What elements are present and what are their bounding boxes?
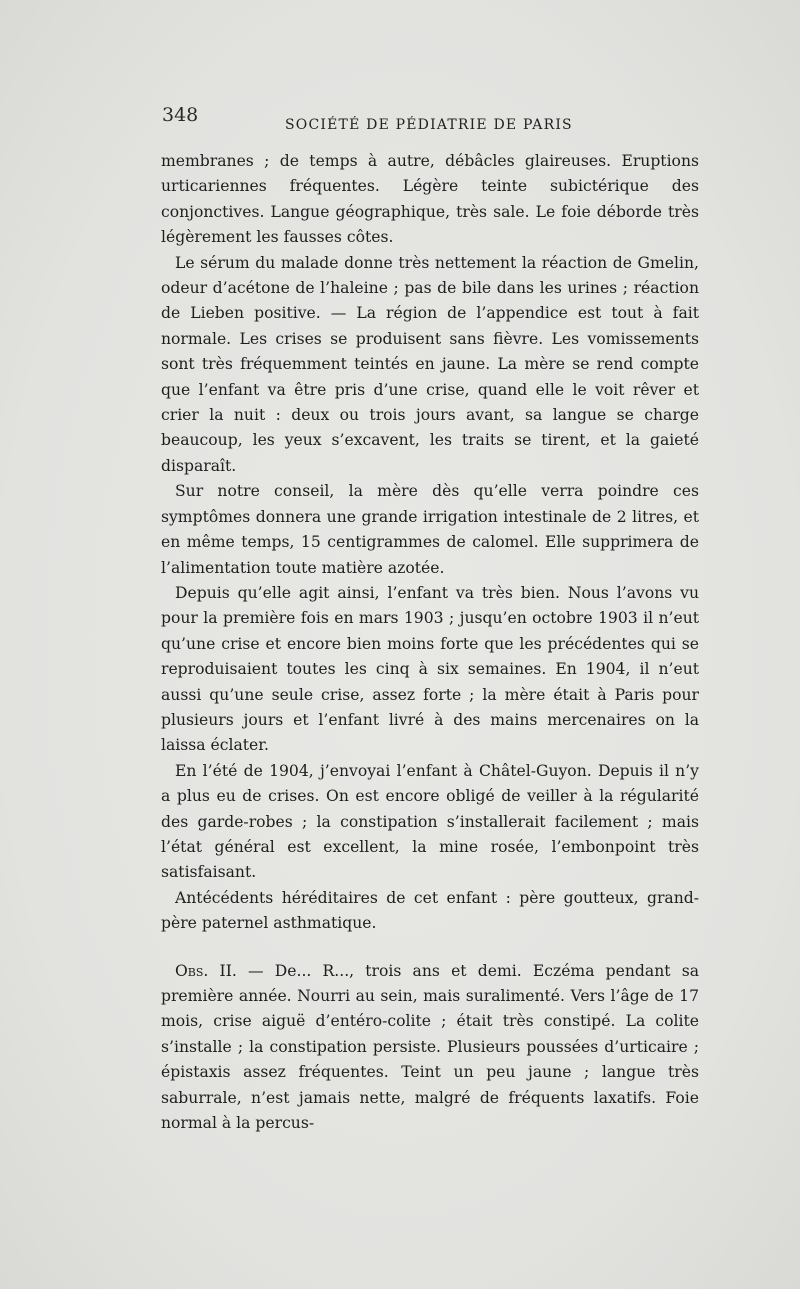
paragraph: Le sérum du malade donne très nettement la réaction de Gmelin, odeur d’acétone de l’haleine ; pas de bile dans les urines ; réaction de Lieben positive. — La région de l’appendice est tout à fait normale. Les crises se produisent sans fièvre. Les vomissements sont très fréquemment teintés en jaune. La mère se rend compte que l’enfant va être pris d’une crise, quand elle le voit rêver et crier la nuit : deux ou trois jours avant, sa langue se charge beaucoup, les yeux s’excavent, les traits se tirent, et la gaieté disparaît. [161, 253, 699, 475]
paragraph: Sur notre conseil, la mère dès qu’elle verra poindre ces symptômes donnera une grande irrigation intestinale de 2 litres, et en même temps, 15 centigrammes de calomel. Elle supprimera de l’alimentation toute matière azotée. [161, 482, 699, 577]
body-text [161, 149, 699, 1136]
paragraph: En l’été de 1904, j’envoyai l’enfant à Châtel-Guyon. Depuis il n’y a plus eu de crises. On est encore obligé de veiller à la régularité des garde-robes ; la constipation s’installerait facilement ; mais l’état général est excellent, la mine rosée, l’embonpoint très satisfaisant. [161, 761, 699, 882]
observation-paragraph [161, 959, 699, 1137]
paragraph: Depuis qu’elle agit ainsi, l’enfant va très bien. Nous l’avons vu pour la première fois en mars 1903 ; jusqu’en octobre 1903 il n’eut qu’une crise et encore bien moins forte que les précédentes qui se reproduisaient toutes les cinq à six semaines. En 1904, il n’eut aussi qu’une seule crise, assez forte ; la mère était à Paris pour plusieurs jours et l’enfant livré à des mains mercenaires on la laissa éclater. [161, 583, 699, 755]
running-title: SOCIÉTÉ DE PÉDIATRIE DE PARIS [285, 117, 573, 133]
page-number: 348 [162, 104, 199, 126]
paragraph: Antécédents héréditaires de cet enfant : père goutteux, grand-père paternel asthmatique. [161, 888, 699, 933]
observation-heading: Obs. II. [175, 961, 237, 980]
observation-text: — De... R..., trois ans et demi. Eczéma pendant sa première année. Nourri au sein, mais suralimenté. Vers l’âge de 17 mois, crise aiguë d’entéro-colite ; était très constipé. La colite s’installe ; la constipation persiste. Plusieurs poussées d’urticaire ; épistaxis assez fréquentes. Teint un peu jaune ; langue très saburrale, n’est jamais nette, malgré de fréquents laxatifs. Foie normal à la percus- [161, 961, 699, 1133]
paragraph: membranes ; de temps à autre, débâcles glaireuses. Eruptions urticariennes fréquentes. Légère teinte subictérique des conjonctives. Langue géographique, très sale. Le foie déborde très légèrement les fausses côtes. [161, 152, 699, 247]
